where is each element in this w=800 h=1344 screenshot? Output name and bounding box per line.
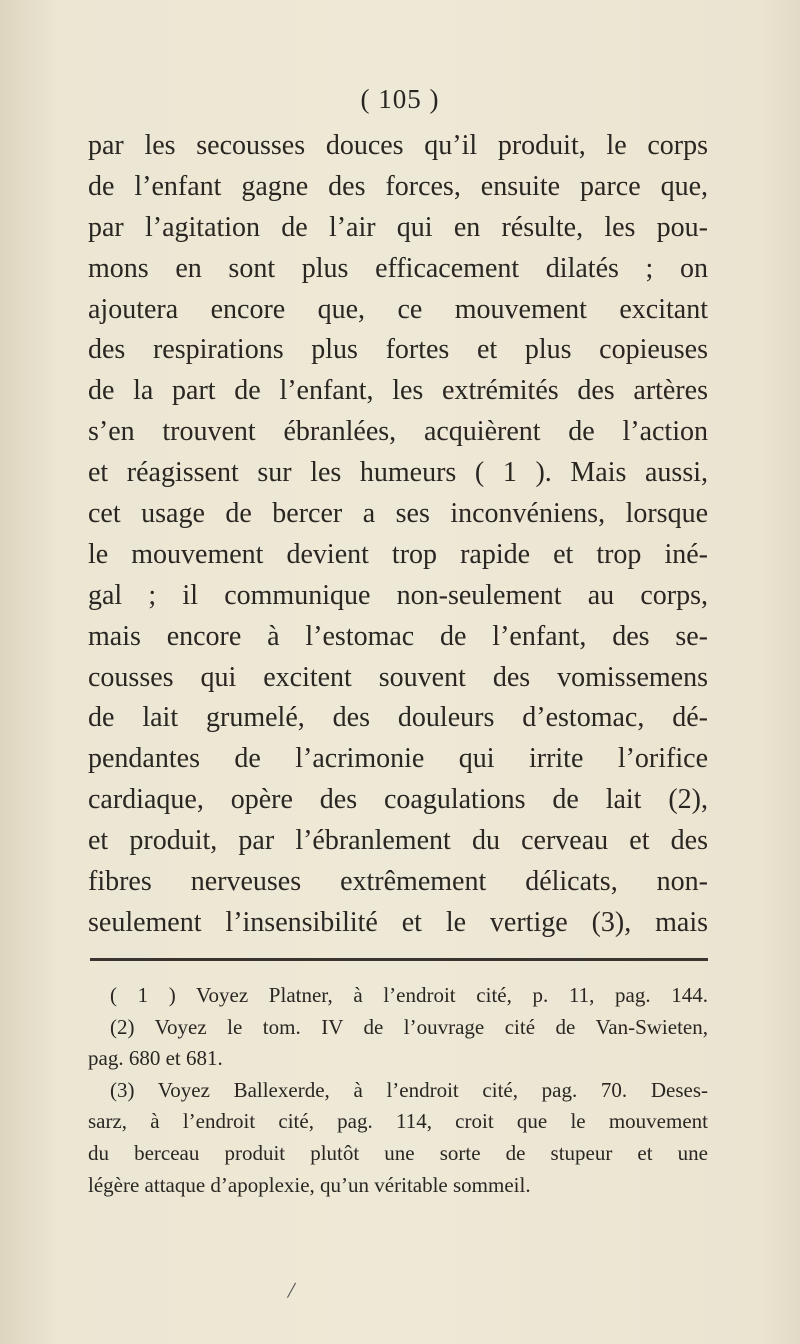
text-line: par l’agitation de l’air qui en résulte, les pou- [88, 211, 708, 243]
text-line: de la part de l’enfant, les extrémités des artères [88, 375, 708, 407]
text-line: ajoutera encore que, ce mouvement excitant [88, 293, 708, 325]
text-line: par les secousses douces qu’il produit, le corps [88, 130, 708, 161]
text-line: mais encore à l’estomac de l’enfant, des se- [88, 620, 708, 652]
text-line: le mouvement devient trop rapide et trop iné- [88, 538, 708, 570]
pencil-mark: / [285, 1277, 297, 1305]
text-line: des respirations plus fortes et plus copieuses [88, 334, 708, 366]
footnote-2-continued: pag. 680 et 681. [88, 1046, 223, 1071]
footnote-1: ( 1 ) Voyez Platner, à l’endroit cité, p. 11, pag. 144. [110, 983, 708, 1007]
text-line: cousses qui excitent souvent des vomissemens [88, 661, 708, 693]
text-line: seulement l’insensibilité et le vertige (3), mais [88, 906, 708, 938]
text-line: pendantes de l’acrimonie qui irrite l’orifice [88, 743, 708, 775]
text-line: fibres nerveuses extrêmement délicats, non- [88, 866, 708, 898]
text-line: cardiaque, opère des coagulations de lait (2), [88, 784, 708, 816]
text-line: cet usage de bercer a ses inconvéniens, lorsque [88, 498, 708, 530]
footnote-3-continued: légère attaque d’apoplexie, qu’un véritable sommeil. [88, 1172, 531, 1197]
footnote-3-continued: du berceau produit plutôt une sorte de stupeur et une [88, 1140, 708, 1165]
text-line: et réagissent sur les humeurs ( 1 ). Mais aussi, [88, 457, 708, 489]
footnote-3-continued: sarz, à l’endroit cité, pag. 114, croit que le mouvement [88, 1109, 708, 1134]
footnote-2: (2) Voyez le tom. IV de l’ouvrage cité de Van-Swieten, [110, 1014, 708, 1039]
text-line: gal ; il communique non-seulement au corps, [88, 579, 708, 611]
footnote-rule [90, 958, 708, 961]
footnote-3: (3) Voyez Ballexerde, à l’endroit cité, pag. 70. Deses- [110, 1077, 708, 1102]
text-line: mons en sont plus efficacement dilatés ; on [88, 252, 708, 284]
footnotes [88, 980, 708, 1201]
page-number: ( 105 ) [360, 84, 440, 114]
text-line: de l’enfant gagne des forces, ensuite parce que, [88, 170, 708, 202]
text-line: et produit, par l’ébranlement du cerveau et des [88, 825, 708, 857]
text-line: s’en trouvent ébranlées, acquièrent de l’action [88, 416, 708, 448]
body-text [88, 126, 708, 944]
text-line: de lait grumelé, des douleurs d’estomac, dé- [88, 702, 708, 734]
